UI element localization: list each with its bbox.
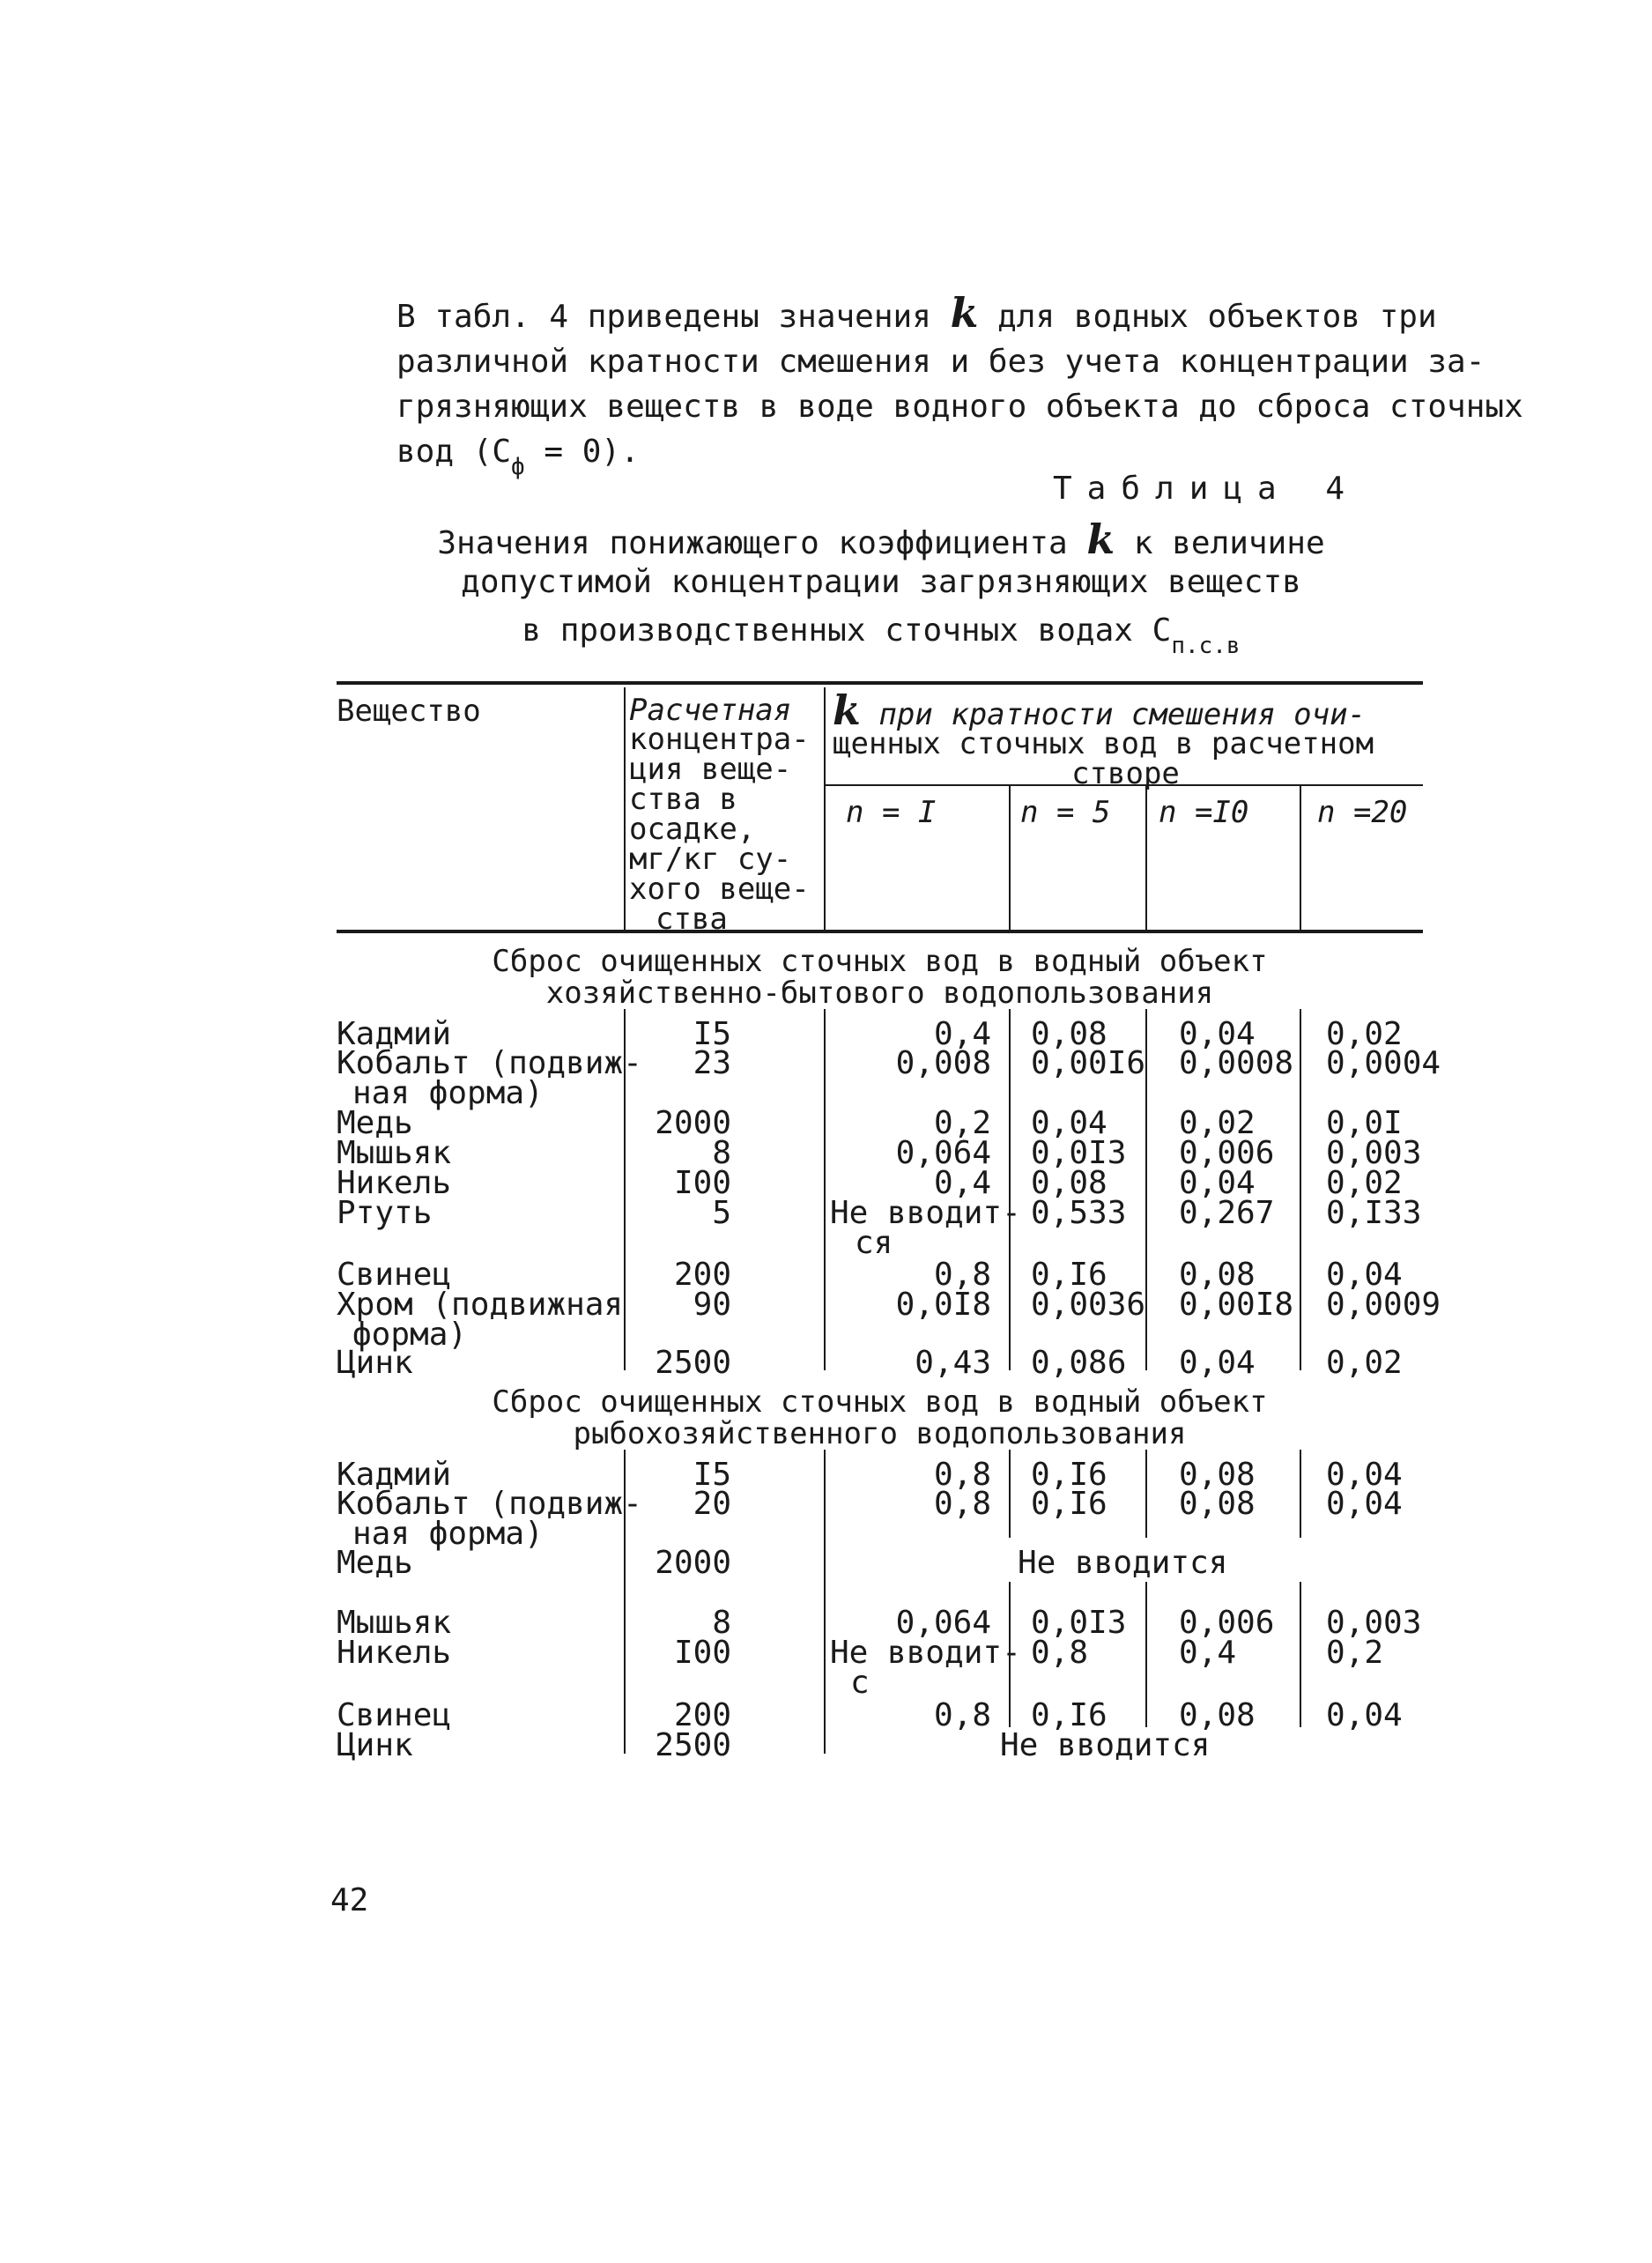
cell-n2: 0,08 xyxy=(1031,1016,1108,1052)
cell-substance: Кобальт (подвиж- xyxy=(337,1486,642,1522)
cell-n1: 0,064 xyxy=(895,1135,991,1171)
cell-n2: 0,I6 xyxy=(1031,1697,1108,1733)
cell-n2: 0,8 xyxy=(1031,1635,1089,1671)
column-divider xyxy=(1300,1450,1301,1538)
k-symbol: k xyxy=(950,289,979,337)
cell-n4: 0,003 xyxy=(1326,1605,1422,1641)
cell-n3: 0,006 xyxy=(1179,1605,1275,1641)
cell-substance: форма) xyxy=(352,1317,468,1353)
cell-n3: 0,4 xyxy=(1179,1635,1237,1671)
header-conc-line: мг/кг су- xyxy=(629,842,792,877)
cell-substance: Никель xyxy=(337,1635,452,1671)
header-k-line: створе xyxy=(1071,756,1180,791)
cell-n1: 0,8 xyxy=(933,1486,991,1522)
cell-n3: 0,08 xyxy=(1179,1486,1256,1522)
cell-n2: 0,08 xyxy=(1031,1165,1108,1201)
cell-substance: Мышьяк xyxy=(337,1135,452,1171)
cell-n2: 0,0036 xyxy=(1031,1287,1146,1323)
cell-n1: 0,4 xyxy=(933,1016,991,1052)
cell-concentration: 2000 xyxy=(655,1105,731,1141)
cell-n3: 0,04 xyxy=(1179,1016,1256,1052)
cell-n3: 0,267 xyxy=(1179,1195,1275,1231)
intro-text: = 0). xyxy=(544,434,640,470)
cell-n4: 0,2 xyxy=(1326,1635,1384,1671)
header-n2: n = 5 xyxy=(1020,795,1111,830)
header-bottom-rule xyxy=(337,930,1423,933)
cell-substance: Медь xyxy=(337,1545,413,1581)
cell-n3: 0,04 xyxy=(1179,1345,1256,1381)
intro-text: вод (С xyxy=(396,434,512,470)
cell-n4: 0,0I xyxy=(1326,1105,1403,1141)
cell-n1: 0,8 xyxy=(933,1257,991,1293)
cell-n2: 0,I6 xyxy=(1031,1257,1108,1293)
section-title-line: Сброс очищенных сточных вод в водный объект xyxy=(492,1384,1268,1420)
header-n4: n =20 xyxy=(1317,795,1408,830)
title-text: в производственных сточных водах С xyxy=(522,612,1172,649)
cell-n1: 0,43 xyxy=(915,1345,991,1381)
title-text: к величине xyxy=(1133,525,1325,561)
cell-substance: Цинк xyxy=(337,1727,413,1763)
cell-n3: 0,08 xyxy=(1179,1257,1256,1293)
cell-n3: 0,0008 xyxy=(1179,1045,1294,1081)
cell-n4: 0,I33 xyxy=(1326,1195,1422,1231)
title-text: Значения понижающего коэффициента xyxy=(437,525,1068,561)
cell-n4: 0,003 xyxy=(1326,1135,1422,1171)
cell-n4: 0,02 xyxy=(1326,1165,1403,1201)
cell-n4: 0,04 xyxy=(1326,1257,1403,1293)
cell-substance: Мышьяк xyxy=(337,1605,452,1641)
header-conc-line: осадке, xyxy=(629,812,756,847)
column-divider xyxy=(1009,1009,1011,1370)
cell-substance: Ртуть xyxy=(337,1195,433,1231)
header-divider xyxy=(1145,786,1147,930)
header-divider xyxy=(624,687,626,930)
cell-n2: 0,04 xyxy=(1031,1105,1108,1141)
cell-substance: ная форма) xyxy=(352,1075,544,1111)
header-k-group xyxy=(833,686,1419,791)
header-conc-line: хого веще- xyxy=(629,872,810,907)
cell-n1: Не вводит- xyxy=(830,1635,1021,1671)
column-divider xyxy=(824,1450,826,1754)
cell-not-applicable: Не вводится xyxy=(1000,1727,1211,1763)
cell-n3: 0,02 xyxy=(1179,1105,1256,1141)
cell-n2: 0,0I3 xyxy=(1031,1135,1127,1171)
cell-n1: 0,8 xyxy=(933,1457,991,1493)
cell-concentration: I00 xyxy=(673,1165,731,1201)
header-conc-line: концентра- xyxy=(629,722,810,757)
table-top-rule xyxy=(337,681,1423,685)
intro-text: В табл. 4 приведены значения xyxy=(396,299,931,335)
cell-n3: 0,00I8 xyxy=(1179,1287,1294,1323)
cell-concentration: 2000 xyxy=(655,1545,731,1581)
header-n3: n =I0 xyxy=(1159,795,1249,830)
cell-n1: 0,0I8 xyxy=(895,1287,991,1323)
cell-n3: 0,006 xyxy=(1179,1135,1275,1171)
cell-n4: 0,04 xyxy=(1326,1697,1403,1733)
cell-n4: 0,04 xyxy=(1326,1457,1403,1493)
intro-text: для водных объектов три xyxy=(997,299,1437,335)
cell-concentration: 23 xyxy=(693,1045,731,1081)
cell-concentration: 2500 xyxy=(655,1345,731,1381)
column-divider xyxy=(824,1009,826,1370)
cell-concentration: I5 xyxy=(693,1457,731,1493)
section-2-title xyxy=(337,1386,1423,1450)
header-conc-line: ства в xyxy=(629,782,737,817)
cell-n2: 0,0I3 xyxy=(1031,1605,1127,1641)
cell-n2: 0,533 xyxy=(1031,1195,1127,1231)
cell-n3: 0,04 xyxy=(1179,1165,1256,1201)
intro-paragraph xyxy=(396,289,1523,480)
header-divider xyxy=(824,687,826,930)
subscript: ф xyxy=(511,454,525,480)
cell-substance: Медь xyxy=(337,1105,413,1141)
column-divider xyxy=(1009,1450,1011,1538)
section-1-title xyxy=(337,946,1423,1009)
header-conc-line: Расчетная xyxy=(629,693,792,728)
intro-line-3: грязняющих веществ в воде водного объекта до сброса сточных xyxy=(396,389,1523,425)
cell-n4: 0,04 xyxy=(1326,1486,1403,1522)
cell-concentration: I5 xyxy=(693,1016,731,1052)
cell-concentration: 8 xyxy=(712,1135,731,1171)
cell-concentration: 8 xyxy=(712,1605,731,1641)
cell-n4: 0,02 xyxy=(1326,1016,1403,1052)
cell-n1: 0,8 xyxy=(933,1697,991,1733)
cell-substance: Свинец xyxy=(337,1697,452,1733)
cell-concentration: 90 xyxy=(693,1287,731,1323)
cell-concentration: 2500 xyxy=(655,1727,731,1763)
cell-concentration: 5 xyxy=(712,1195,731,1231)
cell-n4: 0,0009 xyxy=(1326,1287,1441,1323)
header-n1: n = I xyxy=(846,795,937,830)
cell-n4: 0,0004 xyxy=(1326,1045,1441,1081)
table-title-line-2: допустимой концентрации загрязняющих веществ xyxy=(461,564,1301,600)
column-divider xyxy=(1300,1009,1301,1370)
header-concentration xyxy=(629,693,810,937)
header-k-line xyxy=(833,686,1419,734)
table-title-line-3 xyxy=(423,612,1339,659)
cell-substance: ная форма) xyxy=(352,1516,544,1552)
cell-n2: 0,00I6 xyxy=(1031,1045,1146,1081)
cell-n2: 0,I6 xyxy=(1031,1486,1108,1522)
cell-not-applicable: Не вводится xyxy=(1018,1545,1228,1581)
k-symbol: k xyxy=(1086,516,1115,563)
intro-line-2: различной кратности смешения и без учета концентрации за- xyxy=(396,344,1485,380)
column-divider xyxy=(1300,1582,1301,1727)
cell-n2: 0,086 xyxy=(1031,1345,1127,1381)
header-divider xyxy=(1009,786,1011,930)
subscript: п.с.в xyxy=(1171,633,1241,659)
page-number: 42 xyxy=(330,1882,369,1918)
cell-n1: 0,2 xyxy=(933,1105,991,1141)
column-divider xyxy=(1145,1450,1147,1538)
k-symbol: k xyxy=(833,686,861,734)
cell-n1: Не вводит- xyxy=(830,1195,1021,1231)
cell-substance: Кобальт (подвиж- xyxy=(337,1045,642,1081)
cell-substance: Хром (подвижная xyxy=(337,1287,624,1323)
section-title-line: Сброс очищенных сточных вод в водный объект xyxy=(492,944,1268,979)
cell-n4: 0,02 xyxy=(1326,1345,1403,1381)
section-title-line: рыбохозяйственного водопользования xyxy=(573,1416,1187,1451)
cell-substance: Кадмий xyxy=(337,1457,452,1493)
cell-n2: 0,I6 xyxy=(1031,1457,1108,1493)
table-label: Таблица 4 xyxy=(1053,471,1360,507)
table-title-line-1 xyxy=(423,516,1339,563)
header-divider xyxy=(1300,786,1301,930)
cell-n1: 0,008 xyxy=(895,1045,991,1081)
column-divider xyxy=(1145,1582,1147,1727)
cell-n1: 0,064 xyxy=(895,1605,991,1641)
header-conc-line: ства xyxy=(656,901,728,937)
header-k-text: при кратности смешения очи- xyxy=(878,697,1367,732)
cell-substance: Свинец xyxy=(337,1257,452,1293)
intro-line-1 xyxy=(396,291,1436,339)
header-conc-line: ция веще- xyxy=(629,752,792,787)
column-divider xyxy=(1145,1009,1147,1370)
cell-n1: 0,4 xyxy=(933,1165,991,1201)
cell-substance: Никель xyxy=(337,1165,452,1201)
cell-concentration: 200 xyxy=(673,1257,731,1293)
cell-n3: 0,08 xyxy=(1179,1457,1256,1493)
cell-n1: с xyxy=(850,1665,870,1701)
cell-concentration: I00 xyxy=(673,1635,731,1671)
cell-substance: Кадмий xyxy=(337,1016,452,1052)
section-title-line: хозяйственно-бытового водопользования xyxy=(545,976,1214,1011)
header-k-line: щенных сточных вод в расчетном xyxy=(833,726,1374,761)
cell-substance: Цинк xyxy=(337,1345,413,1381)
cell-concentration: 200 xyxy=(673,1697,731,1733)
cell-n3: 0,08 xyxy=(1179,1697,1256,1733)
header-substance: Вещество xyxy=(337,694,481,729)
cell-concentration: 20 xyxy=(693,1486,731,1522)
cell-n1: ся xyxy=(855,1225,893,1261)
